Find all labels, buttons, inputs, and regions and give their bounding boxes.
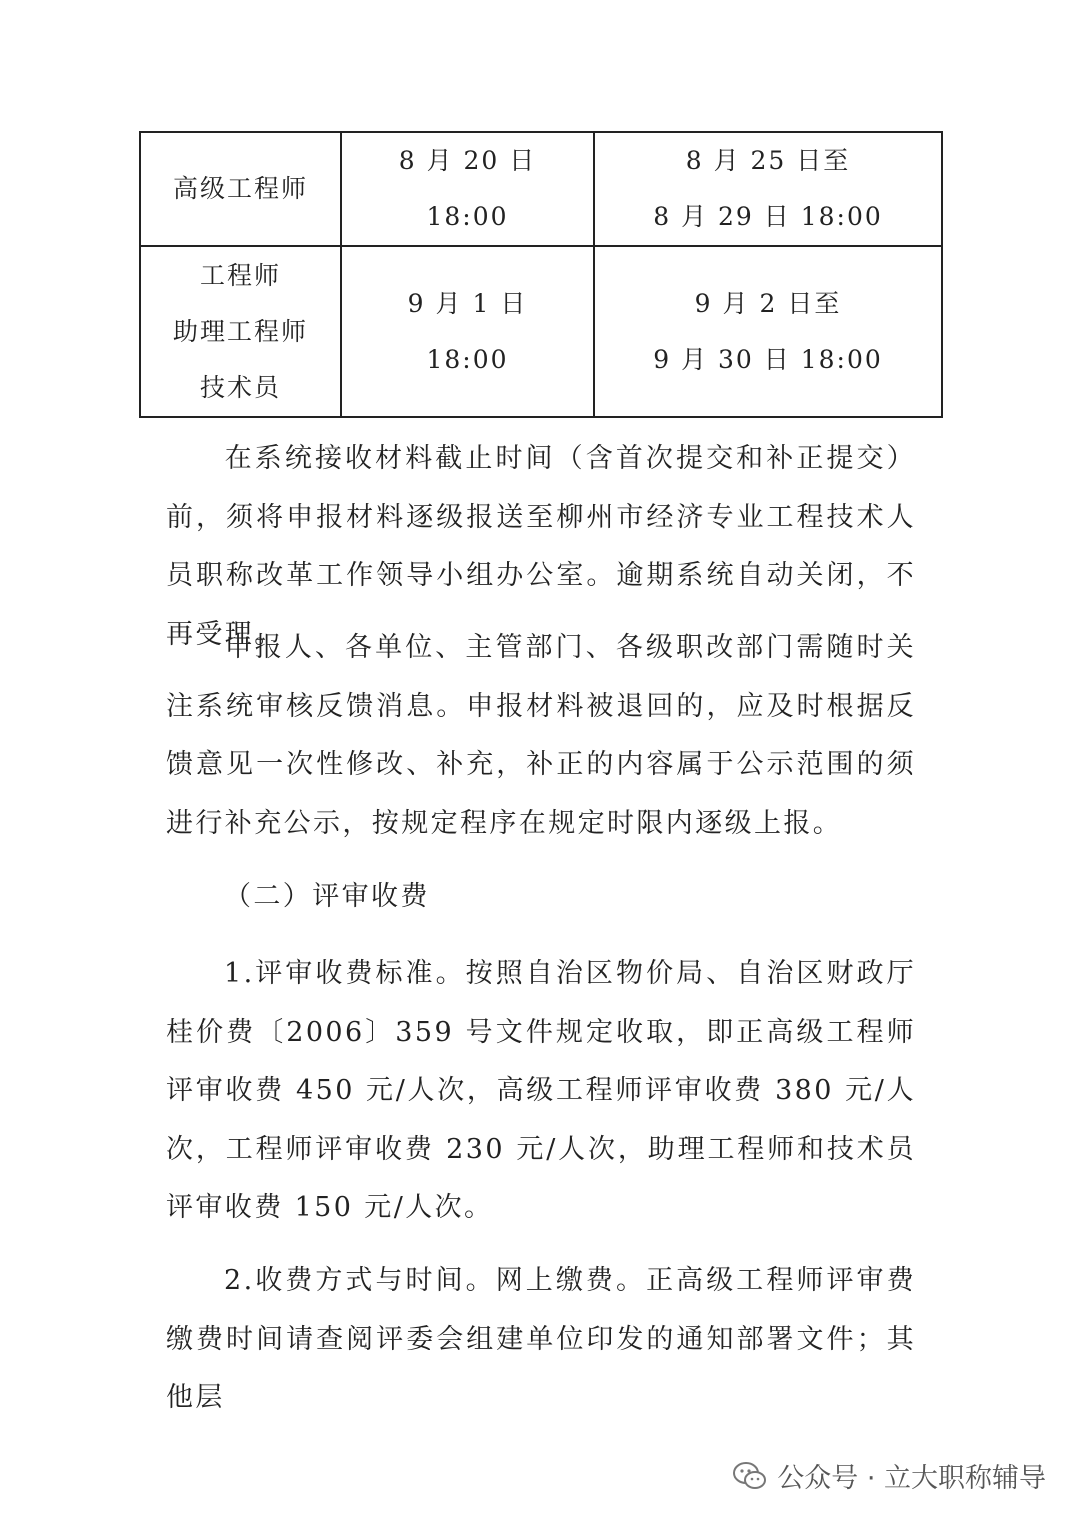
deadline-cell xyxy=(341,132,594,246)
level-line: 助理工程师 xyxy=(172,316,308,346)
table-row xyxy=(140,246,942,417)
deadline-time: 18:00 xyxy=(426,344,509,374)
paragraph-text: 在系统接收材料截止时间（含首次提交和补正提交）前，须将申报材料逐级报送至柳州市经济专业工程技术人员职称改革工作领导小组办公室。逾期系统自动关闭，不再受理。 xyxy=(166,443,916,650)
level-cell xyxy=(140,132,341,246)
deadline-date: 8 月 20 日 xyxy=(398,146,537,175)
wechat-icon xyxy=(733,1461,767,1491)
watermark-text: 公众号 · 立大职称辅导 xyxy=(777,1463,1046,1494)
period-cell xyxy=(594,132,942,246)
period-end: 8 月 29 日 18:00 xyxy=(653,202,883,231)
table-row xyxy=(140,132,942,246)
paragraph-text: 申报人、各单位、主管部门、各级职改部门需随时关注系统审核反馈消息。申报材料被退回的，应及时根据反馈意见一次性修改、补充，补正的内容属于公示范围的须进行补充公示，按规定程序在规定时限内逐级上报。 xyxy=(166,632,916,839)
level-cell xyxy=(140,246,341,417)
watermark xyxy=(733,1456,1046,1495)
deadline-cell xyxy=(341,246,594,417)
deadline-time: 18:00 xyxy=(426,202,509,231)
paragraph-text: 1.评审收费标准。按照自治区物价局、自治区财政厅桂价费〔2006〕359 号文件规定收取，即正高级工程师评审收费 450 元/人次，高级工程师评审收费 380 元/人次，工程师评审收费 230 元/人次，助理工程师和技术员评审收费 150 元/人次。 xyxy=(166,958,916,1223)
deadline-date: 9 月 1 日 xyxy=(407,288,528,318)
period-start: 9 月 2 日至 xyxy=(694,288,842,318)
level-line: 工程师 xyxy=(199,260,281,290)
period-cell xyxy=(594,246,942,417)
paragraph-feedback xyxy=(166,619,916,853)
period-end: 9 月 30 日 18:00 xyxy=(653,344,883,374)
paragraph-text: 2.收费方式与时间。网上缴费。正高级工程师评审费缴费时间请查阅评委会组建单位印发的通知部署文件；其他层 xyxy=(166,1265,916,1413)
level-line: 技术员 xyxy=(199,372,281,402)
paragraph-payment-method xyxy=(166,1252,916,1428)
section-heading: （二）评审收费 xyxy=(224,881,430,912)
period-start: 8 月 25 日至 xyxy=(685,146,851,175)
level-line: 高级工程师 xyxy=(172,174,308,203)
schedule-table xyxy=(139,131,943,418)
paragraph-fee-standard xyxy=(166,945,916,1238)
